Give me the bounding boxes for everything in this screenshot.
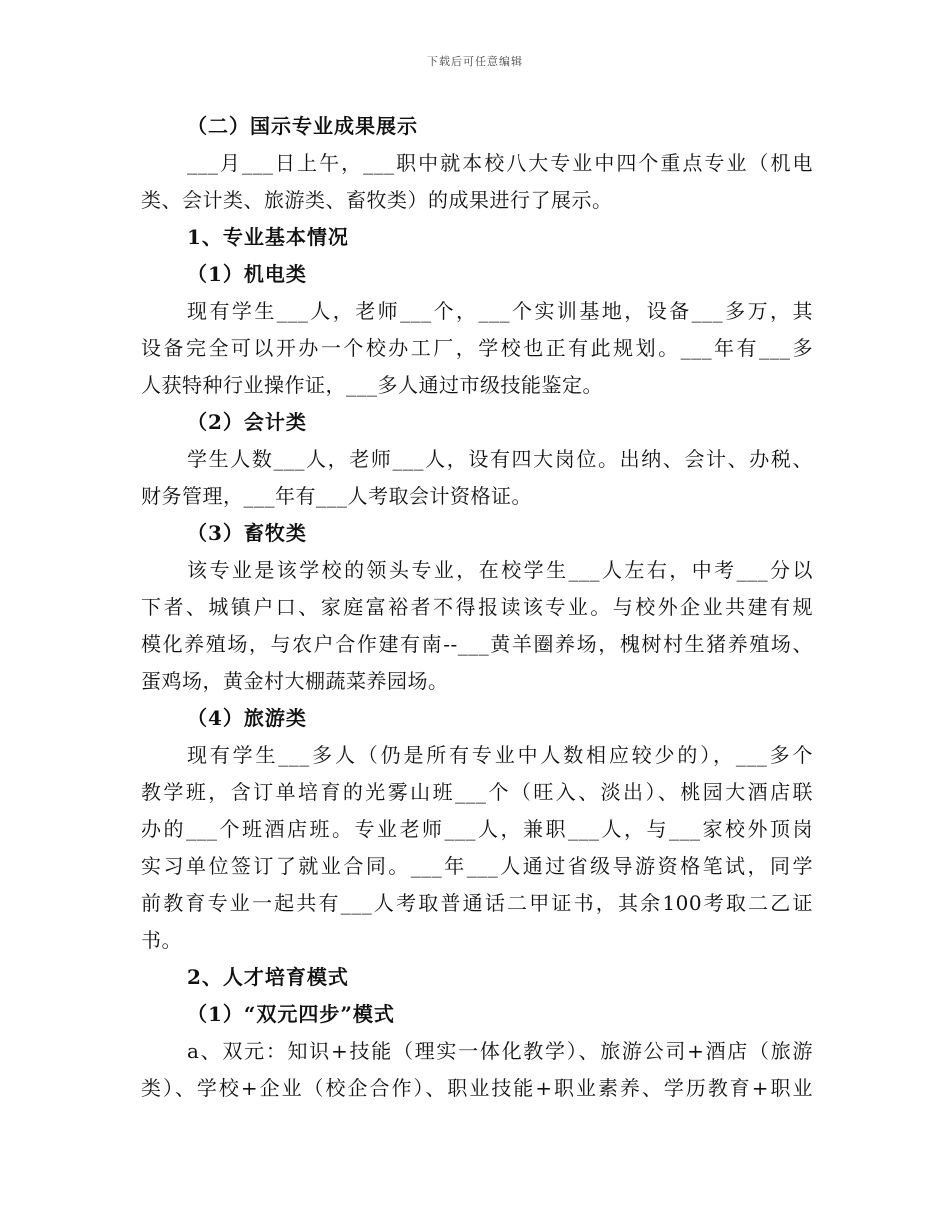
paragraph-line: 学生人数___人，老师___人，设有四大岗位。出纳、会计、办税、 [187, 447, 813, 471]
section-heading: （1）机电类 [187, 262, 307, 286]
section-heading: 1、专业基本情况 [187, 225, 349, 249]
paragraph-line: a、双元：知识+技能（理实一体化教学）、旅游公司+酒店（旅游 [187, 1039, 813, 1063]
paragraph-line: ___月___日上午，___职中就本校八大专业中四个重点专业（机电 [187, 151, 813, 175]
paragraph-line: 人获特种行业操作证，___多人通过市级技能鉴定。 [141, 373, 603, 397]
paragraph-line: 现有学生___人，老师___个，___个实训基地，设备___多万，其 [187, 299, 813, 323]
paragraph-line: 下者、城镇户口、家庭富裕者不得报读该专业。与校外企业共建有规 [141, 595, 813, 619]
paragraph-line: 设备完全可以开办一个校办工厂，学校也正有此规划。___年有___多 [141, 336, 813, 360]
document-body [141, 108, 813, 1107]
section-heading: （二）国示专业成果展示 [187, 114, 418, 138]
paragraph-line: 教学班，含订单培育的光雾山班___个（旺入、淡出）、桃园大酒店联 [141, 780, 813, 804]
paragraph-line: 该专业是该学校的领头专业，在校学生___人左右，中考___分以 [187, 558, 813, 582]
paragraph-line: 书。 [141, 928, 182, 952]
section-heading: （3）畜牧类 [187, 521, 307, 545]
paragraph-line: 模化养殖场，与农户合作建有南--___黄羊圈养场，槐树村生猪养殖场、 [141, 632, 813, 656]
paragraph-line: 实习单位签订了就业合同。___年___人通过省级导游资格笔试，同学 [141, 854, 813, 878]
paragraph-line: 蛋鸡场，黄金村大棚蔬菜养园场。 [141, 669, 449, 693]
paragraph-line: 办的___个班酒店班。专业老师___人，兼职___人，与___家校外顶岗 [141, 817, 813, 841]
paragraph-line: 类）、学校+企业（校企合作）、职业技能+职业素养、学历教育+职业 [141, 1076, 813, 1100]
section-heading: （1）“双元四步”模式 [187, 1002, 395, 1026]
section-heading: （4）旅游类 [187, 706, 307, 730]
paragraph-line: 现有学生___多人（仍是所有专业中人数相应较少的），___多个 [187, 743, 813, 767]
section-heading: 2、人才培育模式 [187, 965, 349, 989]
paragraph-line: 财务管理，___年有___人考取会计资格证。 [141, 484, 532, 508]
paragraph-line: 类、会计类、旅游类、畜牧类）的成果进行了展示。 [141, 188, 613, 212]
section-heading: （2）会计类 [187, 410, 307, 434]
page-header: 下载后可任意编辑 [427, 55, 523, 68]
paragraph-line: 前教育专业一起共有___人考取普通话二甲证书，其余100考取二乙证 [141, 891, 813, 915]
